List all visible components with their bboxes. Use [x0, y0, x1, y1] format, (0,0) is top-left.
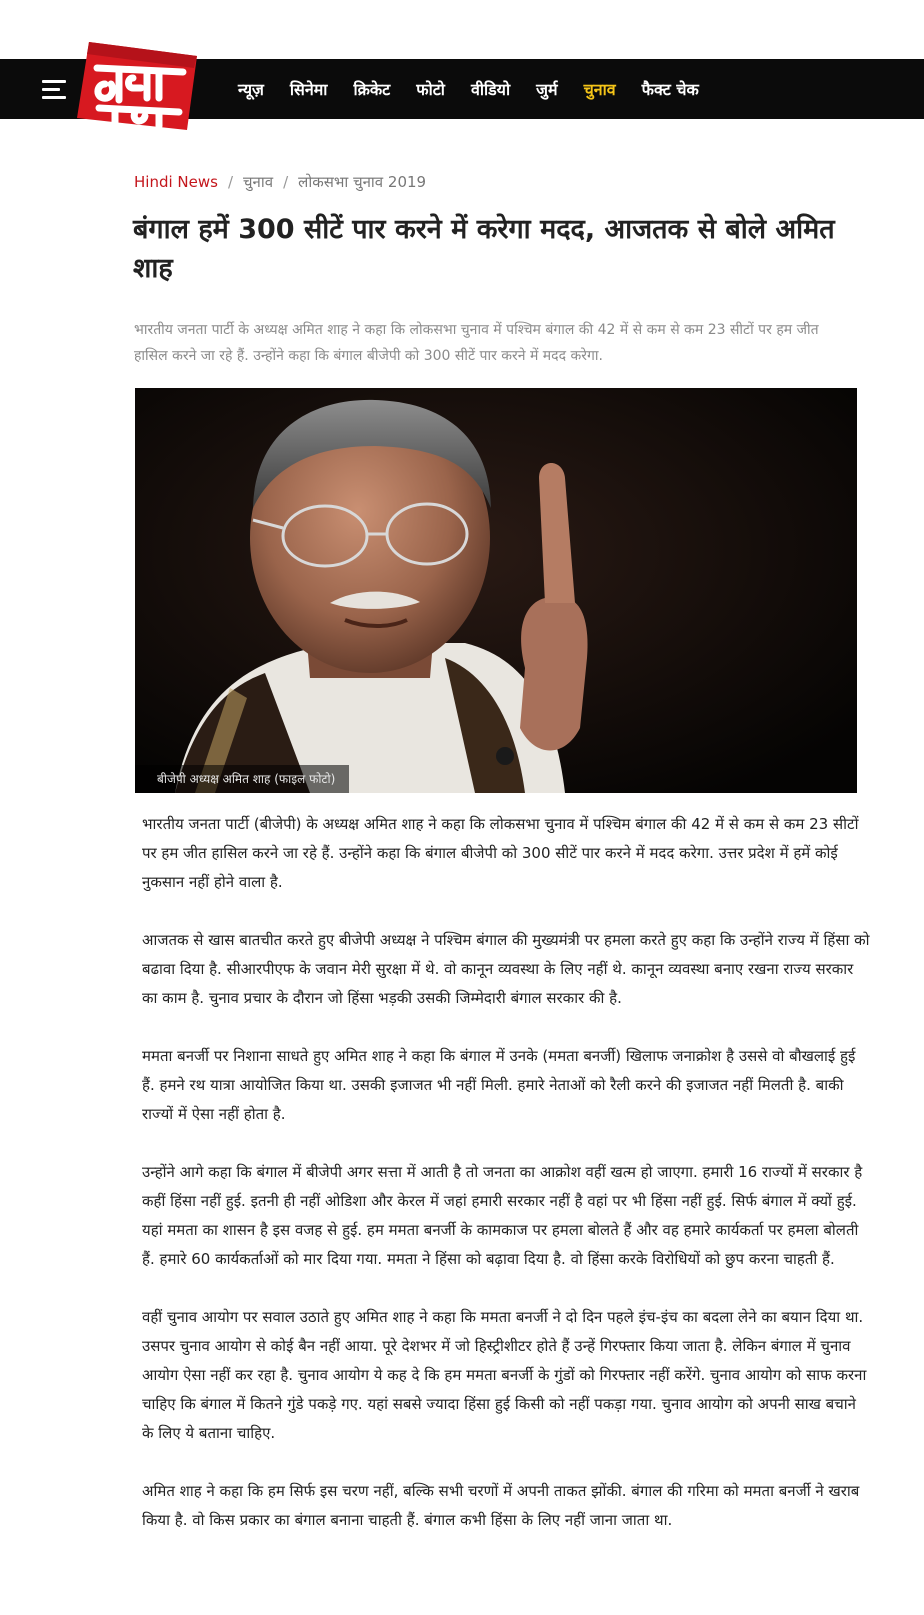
nav-photo[interactable]: फोटो	[416, 80, 445, 99]
paragraph: वहीं चुनाव आयोग पर सवाल उठाते हुए अमित शाह ने कहा कि ममता बनर्जी ने दो दिन पहले इंच-इंच का बदला लेने का बयान दिया था. उसपर चुनाव आयोग से कोई बैन नहीं आया. पूरे देशभर में जो हिस्ट्रीशीटर होते हैं उन्हें गिरफ्तार किया जाता है. लेकिन बंगाल में चुनाव आयोग ऐसा नहीं कर रहा है. चुनाव आयोग ये कह दे कि हम ममता बनर्जी के गुंडों को गिरफ्तार नहीं करेंगे. चुनाव आयोग को साफ करना चाहिए कि बंगाल में कितने गुंडे पकड़े गए. यहां सबसे ज्यादा हिंसा हुई किसी को नहीं पकड़ा गया. चुनाव आयोग को अपनी साख बचाने के लिए ये बताना चाहिए.	[142, 1308, 867, 1442]
page-title: बंगाल हमें 300 सीटें पार करने में करेगा मदद, आजतक से बोले अमित शाह	[133, 214, 835, 284]
paragraph: भारतीय जनता पार्टी (बीजेपी) के अध्यक्ष अमित शाह ने कहा कि लोकसभा चुनाव में पश्चिम बंगाल की 42 में से कम से कम 23 सीटों पर हम जीत हासिल करने जा रहे हैं. उन्होंने कहा कि बंगाल बीजेपी को 300 सीटें पार करने में मदद करेगा. उत्तर प्रदेश में हमें कोई नुकसान नहीं होने वाला है.	[142, 815, 859, 891]
nav-news[interactable]: न्यूज़	[238, 80, 264, 99]
breadcrumb-home[interactable]: Hindi News	[134, 173, 218, 191]
breadcrumb-separator: /	[227, 173, 234, 191]
breadcrumb-separator: /	[283, 173, 289, 191]
paragraph: ममता बनर्जी पर निशाना साधते हुए अमित शाह ने कहा कि बंगाल में उनके (ममता बनर्जी) खिलाफ जनाक्रोश है उससे वो बौखलाई हुई हैं. हमने रथ यात्रा आयोजित किया था. उसकी इजाजत भी नहीं मिली. हमारे नेताओं को रैली करने की इजाजत नहीं मिलती है. बाकी राज्यों में ऐसा नहीं होता है.	[142, 1047, 856, 1123]
article-body	[142, 810, 872, 1564]
breadcrumb-subsection[interactable]: लोकसभा चुनाव 2019	[298, 173, 427, 191]
main-nav	[238, 59, 725, 119]
article-image	[135, 388, 857, 793]
image-caption: बीजेपी अध्यक्ष अमित शाह (फाइल फोटो)	[135, 765, 349, 793]
nav-video[interactable]: वीडियो	[470, 80, 511, 99]
breadcrumb-section[interactable]: चुनाव	[243, 173, 274, 191]
nav-cricket[interactable]: क्रिकेट	[353, 80, 391, 99]
nav-cinema[interactable]: सिनेमा	[289, 80, 328, 99]
paragraph: उन्होंने आगे कहा कि बंगाल में बीजेपी अगर सत्ता में आती है तो जनता का आक्रोश वहीं खत्म हो जाएगा. हमारी 16 राज्यों में सरकार है कहीं हिंसा नहीं हुई. इतनी ही नहीं ओडिशा और केरल में जहां हमारी सरकार नहीं है वहां पर भी हिंसा नहीं हुई. सिर्फ बंगाल में क्यों हुई. यहां ममता का शासन है इस वजह से हुई. हम ममता बनर्जी के कामकाज पर हमला बोलते हैं और वह हमारे कार्यकर्ता पर हमला बोलती हैं. हमारे 60 कार्यकर्ताओं को मार दिया गया. ममता ने हिंसा को बढ़ावा दिया है. वो हिंसा करके विरोधियों को छुप करना चाहती हैं.	[142, 1163, 863, 1268]
aajtak-logo[interactable]	[75, 38, 203, 134]
paragraph: अमित शाह ने कहा कि हम सिर्फ इस चरण नहीं, बल्कि सभी चरणों में अपनी ताकत झोंकी. बंगाल की गरिमा को ममता बनर्जी ने खराब किया है. वो किस प्रकार का बंगाल बनाना चाहती हैं. बंगाल कभी हिंसा के लिए नहीं जाना जाता था.	[142, 1482, 860, 1529]
nav-election[interactable]: चुनाव	[583, 80, 616, 99]
article-summary: भारतीय जनता पार्टी के अध्यक्ष अमित शाह ने कहा कि लोकसभा चुनाव में पश्चिम बंगाल की 42 में से कम से कम 23 सीटों पर हम जीत हासिल करने जा रहे हैं. उन्होंने कहा कि बंगाल बीजेपी को 300 सीटें पार करने में मदद करेगा.	[134, 322, 819, 364]
breadcrumb	[134, 172, 426, 192]
menu-icon[interactable]	[42, 80, 66, 99]
paragraph: आजतक से खास बातचीत करते हुए बीजेपी अध्यक्ष ने पश्चिम बंगाल की मुख्यमंत्री पर हमला करते हुए कहा कि उन्होंने राज्य में हिंसा को बढावा दिया है. सीआरपीएफ के जवान मेरी सुरक्षा में थे. वो कानून व्यवस्था के लिए नहीं थे. कानून व्यवस्था बनाए रखना राज्य सरकार का काम है. चुनाव प्रचार के दौरान जो हिंसा भड़की उसकी जिम्मेदारी बंगाल सरकार की है.	[142, 931, 870, 1007]
nav-fact-check[interactable]: फैक्ट चेक	[641, 80, 699, 99]
nav-crime[interactable]: जुर्म	[536, 80, 558, 99]
